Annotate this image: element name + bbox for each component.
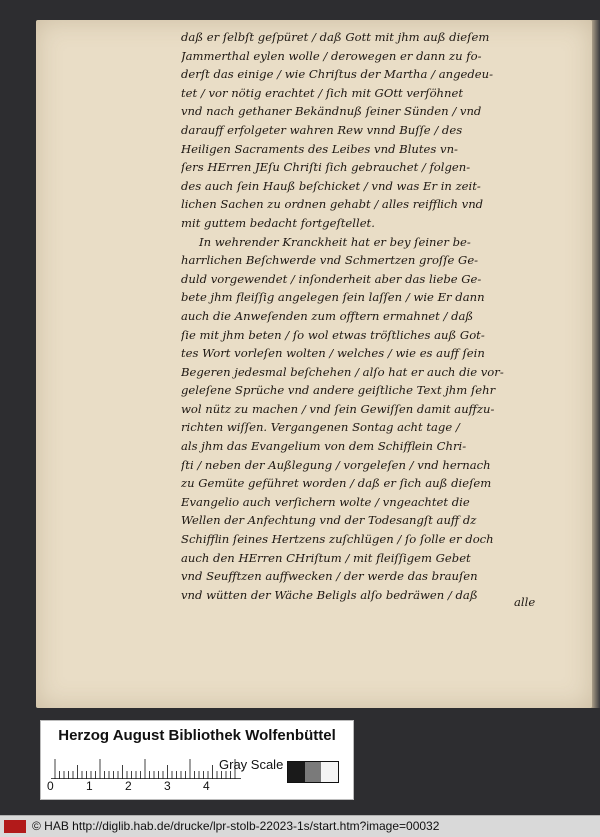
text-line: Evangelio auch verſichern wolte / vngeachtet die — [181, 494, 470, 509]
text-line: Schifflin ſeines Hertzens zuſchlügen / ſo ſolle er doch — [181, 532, 494, 547]
text-line: mit guttem bedacht fortgeſtellet. — [181, 215, 375, 230]
text-line: lichen Sachen zu ordnen gehabt / alles reifflich vnd — [181, 197, 484, 212]
text-line: ſti / neben der Außlegung / vorgeleſen / vnd hernach — [181, 457, 491, 472]
text-line: Wellen der Anfechtung vnd der Todesangſt auff dz — [181, 513, 477, 528]
text-line: ſers HErren JEſu Chriſti ſich gebrauchet / folgen- — [181, 160, 471, 175]
text-line: auch den HErren CHriſtum / mit fleiſſigem Gebet — [181, 550, 471, 565]
text-line: auch die Anweſenden zum offtern ermahnet / daß — [181, 308, 474, 323]
ruler-number: 2 — [125, 779, 132, 793]
ruler-numbers — [47, 779, 247, 795]
text-line: duld vorgewendet / inſonderheit aber das liebe Ge- — [181, 271, 482, 286]
hab-logo-icon — [4, 820, 26, 833]
text-line: vnd wütten der Wäche Beligls alſo bedräwen / daß — [181, 587, 478, 602]
measurement-ruler — [51, 753, 241, 779]
ruler-number: 0 — [47, 779, 54, 793]
library-label — [40, 720, 354, 800]
text-line: Begeren jedesmal beſchehen / alſo hat er auch die vor- — [181, 364, 504, 379]
text-line: derſt das einige / wie Chriſtus der Martha / angedeu- — [181, 67, 494, 82]
text-line: Jammerthal eylen wolle / derowegen er dann zu fo- — [181, 48, 482, 63]
text-line: tet / vor nötig erachtet / ſich mit GOtt verſöhnet — [181, 85, 464, 100]
text-line: daß er ſelbſt geſpüret / daß Gott mit jhm auß dieſem — [181, 30, 490, 44]
text-line: vnd Seufftzen auffwecken / der werde das brauſen — [181, 569, 478, 584]
library-name: Herzog August Bibliothek Wolfenbüttel — [58, 727, 336, 744]
book-page — [36, 20, 592, 708]
text-line: des auch ſein Hauß beſchicket / vnd was Er in zeit- — [181, 178, 481, 193]
ruler-number: 3 — [164, 779, 171, 793]
copyright-footer — [0, 815, 600, 837]
copyright-text[interactable]: © HAB http://diglib.hab.de/drucke/lpr-stolb-22023-1s/start.htm?image=00032 — [32, 819, 440, 833]
gray-scale-bar — [287, 761, 339, 783]
text-line: darauff erfolgeter wahren Rew vnnd Buſſe / des — [181, 122, 463, 137]
text-line: Heiligen Sacraments des Leibes vnd Blutes vn- — [181, 141, 458, 156]
text-line: wol nütz zu machen / vnd ſein Gewiſſen damit auffzu- — [181, 401, 495, 416]
text-line: richten wiſſen. Vergangenen Sontag acht tage / — [181, 420, 460, 435]
text-line: bete jhm fleiſſig angelegen ſein laſſen / wie Er dann — [181, 290, 485, 305]
text-line: tes Wort vorleſen wolten / welches / wie es auff ſein — [181, 346, 485, 361]
text-line: als jhm das Evangelium von dem Schifflein Chri- — [181, 439, 467, 454]
ruler-number: 1 — [86, 779, 93, 793]
text-line: geleſene Sprüche vnd andere geiſtliche Text jhm ſehr — [181, 383, 496, 398]
text-line: ſie mit jhm beten / ſo wol etwas tröſtliches auß Got- — [181, 327, 485, 342]
text-line: zu Gemüte geführet worden / daß er ſich auß dieſem — [181, 476, 492, 491]
text-line: harrlichen Beſchwerde vnd Schmertzen groſſe Ge- — [181, 253, 479, 268]
catchword: alle — [514, 595, 536, 609]
text-line: vnd nach gethaner Bekändnuß ſeiner Sünden / vnd — [181, 104, 482, 119]
ruler-number: 4 — [203, 779, 210, 793]
gray-scale-label: Gray Scale — [219, 757, 284, 772]
page-text — [181, 28, 581, 604]
text-line: In wehrender Kranckheit hat er bey ſeiner be- — [199, 234, 471, 249]
